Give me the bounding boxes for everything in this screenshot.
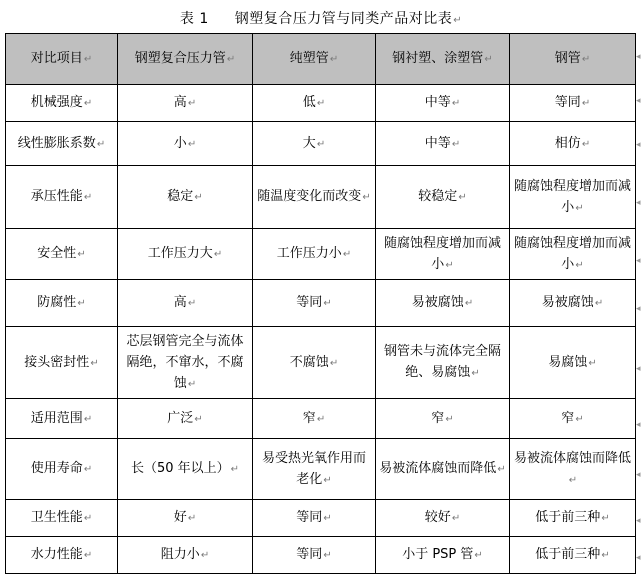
- row-label-cell: 使用寿命↵: [6, 439, 118, 500]
- table-cell: 等同↵: [253, 280, 376, 327]
- row-label-cell: 线性膨胀系数↵: [6, 122, 118, 166]
- table-title-text: 钢塑复合压力管与同类产品对比表: [234, 11, 453, 27]
- table-cell: 窄↵: [510, 399, 636, 439]
- table-row: [6, 500, 636, 537]
- table-row: [6, 327, 636, 399]
- row-label-cell: 承压性能↵: [6, 166, 118, 229]
- table-cell: 易受热光氧作用而老化↵: [253, 439, 376, 500]
- table-cell: 好↵: [118, 500, 253, 537]
- table-cell: 低于前三种↵: [510, 500, 636, 537]
- row-end-mark-icon: ◂: [636, 52, 641, 62]
- table-cell: 大↵: [253, 122, 376, 166]
- row-end-mark-icon: ◂: [636, 364, 641, 374]
- table-cell: 相仿↵: [510, 122, 636, 166]
- table-cell: 窄↵: [376, 399, 510, 439]
- table-cell: 易被流体腐蚀而降低↵: [376, 439, 510, 500]
- row-end-mark-icon: ◂: [636, 198, 641, 208]
- table-row: [6, 280, 636, 327]
- row-end-mark-icon: ◂: [636, 420, 641, 430]
- table-row: [6, 537, 636, 574]
- table-cell: 随腐蚀程度增加而减小↵: [376, 229, 510, 280]
- table-row: [6, 122, 636, 166]
- row-label-cell: 接头密封性↵: [6, 327, 118, 399]
- row-end-mark-icon: ◂: [636, 470, 641, 480]
- table-cell: 芯层钢管完全与流体隔绝，不窜水，不腐蚀↵: [118, 327, 253, 399]
- table-cell: 工作压力小↵: [253, 229, 376, 280]
- table-cell: 等同↵: [510, 85, 636, 122]
- header-cell: 钢管↵: [510, 34, 636, 85]
- table-row: [6, 85, 636, 122]
- table-title: [0, 8, 642, 28]
- row-label-cell: 机械强度↵: [6, 85, 118, 122]
- table-cell: 不腐蚀↵: [253, 327, 376, 399]
- row-label-cell: 适用范围↵: [6, 399, 118, 439]
- header-cell: 钢衬塑、涂塑管↵: [376, 34, 510, 85]
- table-cell: 较稳定↵: [376, 166, 510, 229]
- row-label-cell: 卫生性能↵: [6, 500, 118, 537]
- table-cell: 低↵: [253, 85, 376, 122]
- row-end-mark-icon: ◂: [636, 140, 641, 150]
- table-cell: 工作压力大↵: [118, 229, 253, 280]
- header-cell: 对比项目↵: [6, 34, 118, 85]
- row-end-mark-icon: ◂: [636, 304, 641, 314]
- row-end-mark-icon: ◂: [636, 553, 641, 563]
- table-cell: 窄↵: [253, 399, 376, 439]
- table-cell: 中等↵: [376, 85, 510, 122]
- table-row: [6, 166, 636, 229]
- table-cell: 中等↵: [376, 122, 510, 166]
- row-label-cell: 水力性能↵: [6, 537, 118, 574]
- table-header-row: [6, 34, 636, 85]
- row-end-mark-icon: ◂: [636, 96, 641, 106]
- row-end-mark-icon: ◂: [636, 516, 641, 526]
- table-cell: 等同↵: [253, 500, 376, 537]
- table-cell: 随腐蚀程度增加而减小↵: [510, 229, 636, 280]
- table-cell: 随温度变化而改变↵: [253, 166, 376, 229]
- table-row: [6, 439, 636, 500]
- row-label-cell: 防腐性↵: [6, 280, 118, 327]
- comparison-table: [5, 33, 636, 574]
- table-cell: 易腐蚀↵: [510, 327, 636, 399]
- table-cell: 较好↵: [376, 500, 510, 537]
- table-cell: 钢管未与流体完全隔绝、易腐蚀↵: [376, 327, 510, 399]
- table-cell: 等同↵: [253, 537, 376, 574]
- table-cell: 高↵: [118, 280, 253, 327]
- row-end-mark-icon: ◂: [636, 256, 641, 266]
- table-cell: 广泛↵: [118, 399, 253, 439]
- header-cell: 钢塑复合压力管↵: [118, 34, 253, 85]
- table-cell: 小↵: [118, 122, 253, 166]
- table-row: [6, 399, 636, 439]
- paragraph-mark-icon: ↵: [453, 15, 463, 26]
- table-cell: 高↵: [118, 85, 253, 122]
- table-cell: 低于前三种↵: [510, 537, 636, 574]
- table-row: [6, 229, 636, 280]
- table-cell: 易被腐蚀↵: [376, 280, 510, 327]
- table-caption: 表 1: [179, 11, 209, 27]
- table-cell: 易被腐蚀↵: [510, 280, 636, 327]
- table-cell: 阻力小↵: [118, 537, 253, 574]
- table-cell: 随腐蚀程度增加而减小↵: [510, 166, 636, 229]
- table-cell: 长（50 年以上）↵: [118, 439, 253, 500]
- table-cell: 易被流体腐蚀而降低↵: [510, 439, 636, 500]
- header-cell: 纯塑管↵: [253, 34, 376, 85]
- table-cell: 稳定↵: [118, 166, 253, 229]
- table-cell: 小于 PSP 管↵: [376, 537, 510, 574]
- row-label-cell: 安全性↵: [6, 229, 118, 280]
